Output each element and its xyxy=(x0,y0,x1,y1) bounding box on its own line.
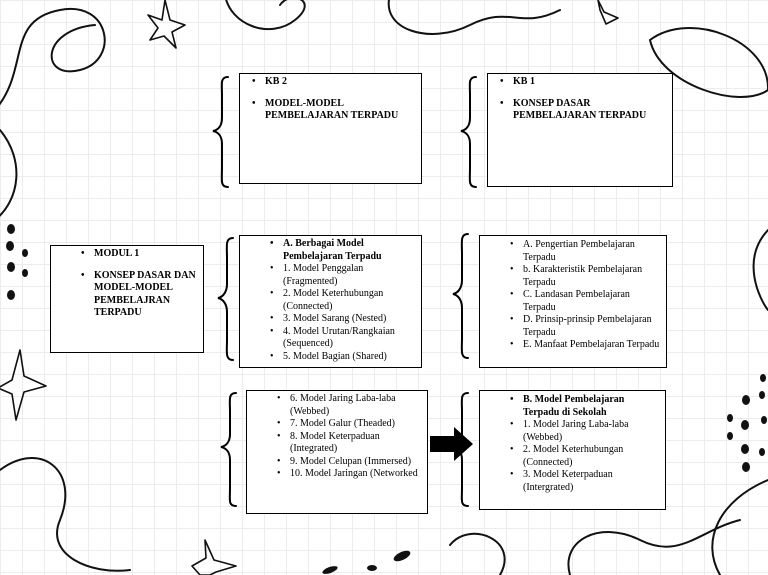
loop-doodle xyxy=(225,0,305,29)
list-item: • 2. Model Keterhubungan (Connected) xyxy=(510,444,659,469)
list-item: • A. Pengertian Pembelajaran Terpadu xyxy=(510,239,660,264)
list-item: • 2. Model Keterhubungan (Connected) xyxy=(270,288,415,313)
list-item: • 1. Model Jaring Laba-laba (Webbed) xyxy=(510,419,659,444)
list-item: • 10. Model Jaringan (Networked xyxy=(277,468,421,481)
star-doodle xyxy=(148,0,185,48)
modul-code: • MODUL 1 xyxy=(81,248,197,261)
list-item: • 5. Model Bagian (Shared) xyxy=(270,351,415,364)
brace xyxy=(453,234,468,358)
list-item: • 3. Model Sarang (Nested) xyxy=(270,313,415,326)
kb2-code: • KB 2 xyxy=(252,76,415,89)
wave-doodle xyxy=(0,130,16,220)
loop-doodle xyxy=(0,458,130,571)
kb1-topics-box xyxy=(479,235,667,368)
kb2-box xyxy=(239,73,422,184)
kb2-school-heading: • B. Model Pembelajaran Terpadu di Sekolah xyxy=(510,394,659,419)
modul-box xyxy=(50,245,204,353)
kb2-models-heading: • A. Berbagai Model Pembelajaran Terpadu xyxy=(270,238,415,263)
star-doodle xyxy=(598,0,618,24)
star-doodle xyxy=(192,540,236,575)
brace xyxy=(218,238,233,360)
loop-doodle xyxy=(389,0,560,34)
brace xyxy=(213,77,228,187)
kb1-title: • KONSEP DASAR PEMBELAJARAN TERPADU xyxy=(500,98,666,123)
kb1-code: • KB 1 xyxy=(500,76,666,89)
list-item: • 1. Model Penggalan (Fragmented) xyxy=(270,263,415,288)
list-item: • C. Landasan Pembelajaran Terpadu xyxy=(510,289,660,314)
list-item: • 3. Model Keterpaduan (Intergrated) xyxy=(510,469,659,494)
list-item: • 8. Model Keterpaduan (Integrated) xyxy=(277,431,421,456)
list-item: • b. Karakteristik Pembelajaran Terpadu xyxy=(510,264,660,289)
wave-doodle xyxy=(754,230,768,310)
list-item: • D. Prinsip-prinsip Pembelajaran Terpadu xyxy=(510,314,660,339)
list-item: • 4. Model Urutan/Rangkaian (Sequenced) xyxy=(270,326,415,351)
list-item: • 6. Model Jaring Laba-laba (Webbed) xyxy=(277,393,421,418)
list-item: • 9. Model Celupan (Immersed) xyxy=(277,456,421,469)
loop-doodle xyxy=(568,520,740,575)
modul-title: • KONSEP DASAR DAN MODEL-MODEL PEMBELAJRAN TERPADU xyxy=(81,270,197,320)
brace xyxy=(461,77,476,187)
kb2-models-box xyxy=(239,235,422,368)
kb2-title: • MODEL-MODEL PEMBELAJARAN TERPADU xyxy=(252,98,415,123)
kb2-models-continued-box xyxy=(246,390,428,514)
list-item: • 7. Model Galur (Theaded) xyxy=(277,418,421,431)
kb1-box xyxy=(487,73,673,187)
swirl-doodle xyxy=(0,9,105,110)
right-arrow-icon xyxy=(430,427,473,461)
star-doodle xyxy=(0,350,46,420)
loop-doodle xyxy=(450,534,505,575)
list-item: • E. Manfaat Pembelajaran Terpadu xyxy=(510,339,660,352)
kb2-school-models-box xyxy=(479,390,666,510)
brace xyxy=(221,393,236,506)
